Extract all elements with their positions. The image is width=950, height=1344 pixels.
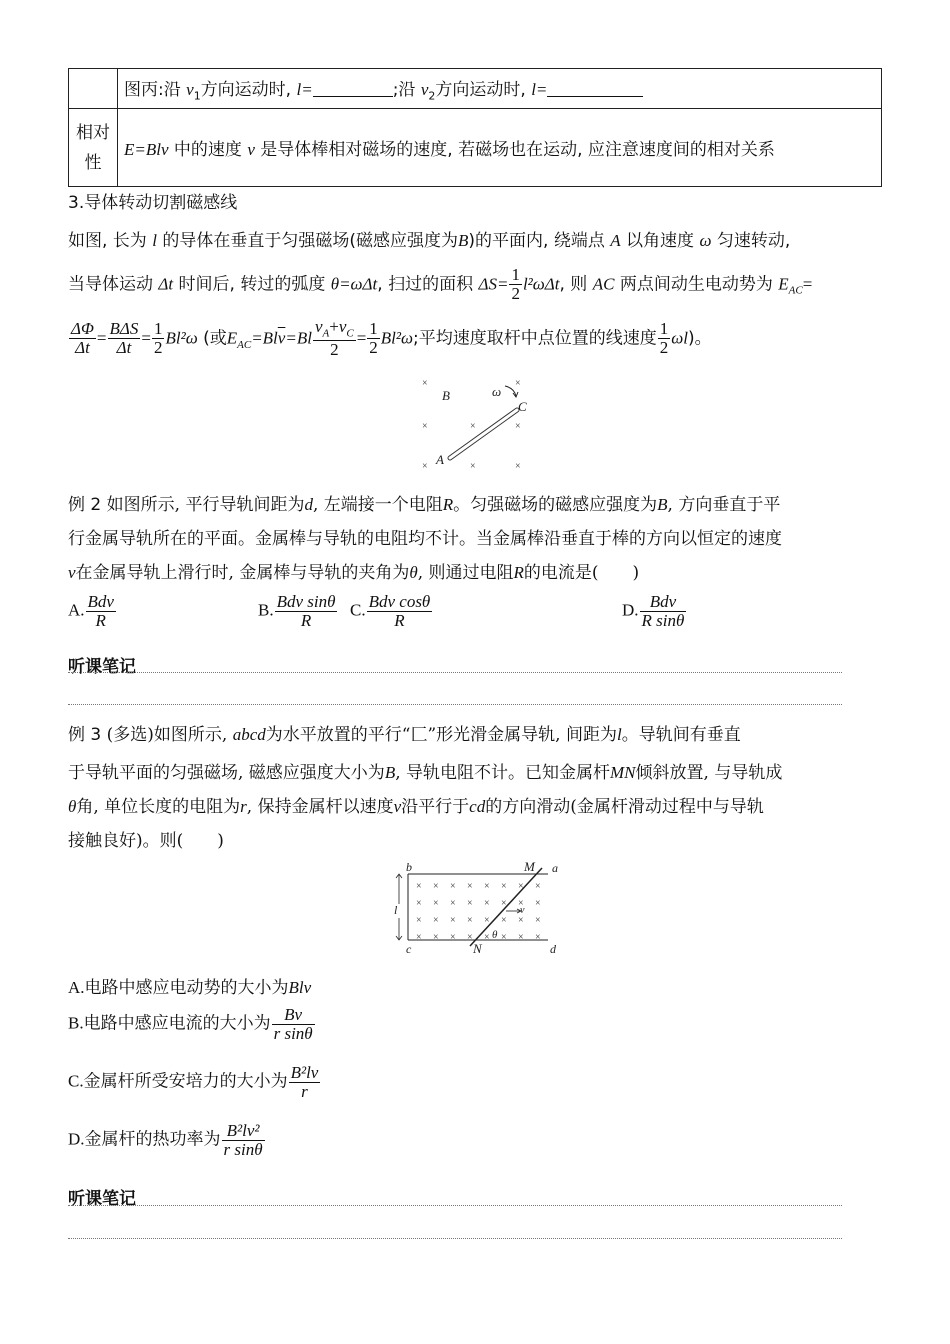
frac-den: R	[95, 610, 106, 630]
section3-paragraph-line	[68, 226, 790, 251]
var-theta: θ	[68, 797, 77, 816]
summary-table	[68, 68, 882, 187]
var-dt: Δt	[158, 274, 174, 294]
frac-num: 1	[511, 265, 520, 284]
formula: ωl	[671, 328, 688, 348]
var-E: E	[778, 274, 789, 294]
text: 两点间动生电动势为	[619, 274, 773, 295]
label-b: b	[406, 860, 412, 874]
field-cross: ×	[518, 898, 524, 909]
var-v2: v	[420, 79, 429, 99]
field-cross: ×	[484, 932, 490, 943]
frac-den: 2	[330, 339, 339, 359]
option-fraction	[275, 593, 338, 630]
option-fraction	[86, 593, 116, 630]
row2-text: 中的速度	[173, 140, 242, 160]
field-cross: ×	[518, 932, 524, 943]
option-text: A.电路中感应电动势的大小为	[68, 978, 289, 997]
option-c[interactable]	[350, 593, 433, 630]
field-cross: ×	[484, 881, 490, 892]
text: 于导轨平面的匀强磁场, 磁感应强度大小为	[68, 763, 385, 783]
fraction-half	[152, 320, 165, 357]
notes-heading: 听课笔记	[68, 657, 136, 677]
text: (或	[197, 328, 227, 349]
var-E: E	[226, 328, 238, 348]
field-cross: ×	[467, 898, 473, 909]
var-v-bar: $\overline{v}$	[277, 328, 286, 348]
text: , 左端接一个电阻	[312, 495, 443, 515]
text: 的电流是( )	[523, 563, 640, 583]
frac-num: 1	[369, 319, 378, 339]
label-C: C	[518, 399, 527, 414]
option-a[interactable]	[68, 973, 311, 998]
option-label: B.	[258, 600, 274, 620]
var-l: l	[616, 725, 622, 744]
text: 当导体运动	[68, 274, 153, 295]
var-r: r	[240, 797, 247, 816]
var-omega: ω	[699, 231, 712, 250]
var-l: l	[152, 231, 157, 250]
notes-dotted-line[interactable]	[68, 704, 842, 705]
field-cross: ×	[416, 915, 422, 926]
frac-num: 1	[659, 319, 669, 339]
text: , 方向垂直于平	[667, 495, 781, 515]
frac-den: 2	[153, 337, 163, 357]
label-omega: ω	[492, 384, 502, 399]
formula: Bl²ω	[165, 328, 198, 348]
frac-num: Bdv cosθ	[368, 592, 431, 611]
notes-dotted-line[interactable]	[68, 1205, 842, 1206]
var-A: A	[610, 231, 621, 250]
text: , 保持金属杆以速度	[246, 797, 394, 817]
var-MN: MN	[610, 763, 636, 782]
label-c: c	[406, 942, 412, 956]
field-cross: ×	[484, 898, 490, 909]
frac-den: Δt	[116, 337, 132, 357]
fraction-dphi-dt	[69, 320, 96, 357]
field-cross: ×	[467, 881, 473, 892]
frac-den: 2	[659, 337, 669, 357]
option-b[interactable]	[68, 1006, 316, 1043]
field-cross: ×	[450, 915, 456, 926]
text: 。导轨间有垂直	[621, 725, 741, 745]
formula: =Bl	[251, 328, 278, 348]
frac-den: r sinθ	[273, 1023, 313, 1043]
text: 如图所示, 平行导轨间距为	[106, 495, 305, 515]
field-cross: ×	[467, 915, 473, 926]
frac-den: R sinθ	[641, 610, 685, 630]
text: (多选)如图所示,	[106, 725, 228, 745]
table-cell-empty	[69, 69, 118, 109]
fraction-half	[509, 266, 522, 303]
equals: =	[356, 328, 367, 348]
row1-text: 方向运动时,	[435, 79, 526, 100]
field-cross: ×	[433, 932, 439, 943]
header-line: 性	[84, 152, 102, 173]
row1-text: 方向运动时,	[200, 79, 292, 100]
field-cross: ×	[416, 881, 422, 892]
field-cross: ×	[416, 932, 422, 943]
notes-dotted-line[interactable]	[68, 672, 842, 673]
formula-theta: θ=ωΔt	[330, 274, 378, 294]
example3-line	[68, 792, 764, 817]
field-cross: ×	[422, 461, 428, 472]
field-cross: ×	[518, 881, 524, 892]
var-theta: θ	[409, 563, 418, 582]
frac-num: 1	[153, 319, 163, 339]
field-cross: ×	[518, 915, 524, 926]
field-cross: ×	[422, 378, 428, 389]
option-c[interactable]	[68, 1064, 321, 1101]
label-a: a	[552, 861, 558, 875]
var-AC: AC	[592, 274, 615, 294]
field-cross: ×	[433, 898, 439, 909]
option-text: D.金属杆的热功率为	[68, 1129, 221, 1149]
var-l: l=	[296, 79, 313, 99]
text: 角, 单位长度的电阻为	[76, 797, 241, 817]
text: 沿平行于	[401, 797, 470, 817]
var-v: v	[247, 140, 255, 159]
field-cross: ×	[422, 421, 428, 432]
sub: A	[322, 327, 330, 340]
fraction-bds-dt	[108, 320, 141, 357]
var-E-sub: AC	[788, 284, 803, 297]
option-label: A.	[68, 600, 85, 620]
header-line: 相对	[76, 122, 110, 143]
option-label: D.	[622, 600, 639, 620]
field-cross: ×	[535, 898, 541, 909]
field-cross: ×	[416, 898, 422, 909]
text: , 扫过的面积	[377, 274, 474, 295]
option-text: C.金属杆所受安培力的大小为	[68, 1071, 288, 1091]
option-text: B.电路中感应电流的大小为	[68, 1013, 271, 1033]
label-M: M	[524, 859, 535, 874]
label-B: B	[442, 388, 450, 403]
field-cross: ×	[470, 421, 476, 432]
var-v: v	[68, 563, 76, 582]
label-l: l	[394, 903, 398, 917]
table-cell-relativity	[118, 109, 882, 187]
option-fraction	[272, 1006, 315, 1043]
label-theta: θ	[492, 929, 498, 941]
sub: C	[346, 327, 354, 340]
label-A: A	[436, 452, 444, 467]
formula-dS: ΔS=	[478, 274, 509, 294]
option-fraction	[289, 1064, 321, 1101]
option-d[interactable]	[622, 593, 687, 630]
example3-line	[68, 758, 782, 783]
rotating-rod-figure	[410, 374, 540, 474]
option-fraction	[640, 593, 687, 630]
equals: =	[802, 274, 813, 294]
field-cross: ×	[515, 461, 521, 472]
text: 匀速转动,	[716, 231, 791, 251]
example2-line: 行金属导轨所在的平面。金属棒与导轨的电阻均不计。当金属棒沿垂直于棒的方向以恒定的速度	[68, 529, 782, 549]
var-B: B	[384, 763, 396, 782]
text: ;平均速度取杆中点位置的线速度	[413, 328, 657, 349]
var-l: l=	[531, 79, 548, 99]
field-cross: ×	[484, 915, 490, 926]
text: 。匀强磁场的磁感应强度为	[453, 495, 658, 515]
field-cross: ×	[535, 915, 541, 926]
section-title: 3.导体转动切割磁感线	[68, 193, 238, 213]
row2-text: 是导体棒相对磁场的速度, 若磁场也在运动, 应注意速度间的相对关系	[260, 140, 775, 160]
text: 的方向滑动(金属杆滑动过程中与导轨	[485, 797, 764, 817]
text: 时间后, 转过的弧度	[178, 274, 326, 295]
fraction-avg-velocity	[313, 318, 356, 359]
frac-num: Bdv sinθ	[276, 592, 336, 611]
frac-num: Bdv	[87, 592, 114, 611]
text: 以角速度	[626, 231, 695, 251]
var-v: v	[393, 797, 402, 816]
text: 倾斜放置, 与导轨成	[635, 763, 783, 783]
field-cross: ×	[501, 932, 507, 943]
field-cross: ×	[433, 881, 439, 892]
row1-text: 图丙:沿	[124, 79, 181, 100]
row1-text: ;沿	[392, 79, 416, 100]
option-label: C.	[350, 600, 366, 620]
var-abcd: abcd	[232, 725, 266, 744]
formula: Bl²ω	[380, 328, 414, 348]
section3-formula-line	[68, 318, 712, 359]
frac-den: r sinθ	[223, 1139, 263, 1159]
var-R: R	[513, 563, 524, 582]
frac-den: 2	[369, 337, 378, 357]
plus: +	[329, 317, 339, 336]
label-N: N	[473, 941, 482, 956]
label-d: d	[550, 942, 556, 956]
option-b[interactable]	[258, 593, 338, 630]
var-v1-sub: 1	[193, 89, 201, 103]
table-row	[69, 69, 882, 109]
option-d[interactable]	[68, 1122, 266, 1159]
table-cell-fig-c	[118, 69, 882, 109]
frac-den: Δt	[75, 337, 90, 357]
option-fraction	[367, 593, 433, 630]
field-cross: ×	[450, 898, 456, 909]
var-B: B	[458, 231, 469, 250]
notes-heading: 听课笔记	[68, 1189, 136, 1209]
formula-area: l²ωΔt	[522, 274, 560, 294]
example3-line	[68, 720, 741, 745]
frac-num: ΔΦ	[71, 319, 94, 339]
frac-den: R	[300, 610, 312, 630]
option-expr: Blv	[288, 978, 312, 997]
notes-dotted-line[interactable]	[68, 1238, 842, 1239]
field-cross: ×	[467, 932, 473, 943]
frac-num: Bdv	[640, 593, 687, 612]
var-vA: v	[314, 317, 323, 336]
fraction-half	[658, 320, 671, 357]
frac-num	[313, 318, 356, 341]
fraction-half	[367, 320, 380, 357]
text: 为水平放置的平行“匚”形光滑金属导轨, 间距为	[265, 725, 617, 745]
example-label: 例 2	[68, 495, 102, 515]
field-cross: ×	[515, 378, 521, 389]
label-v: v	[520, 905, 525, 916]
equals: =	[141, 328, 151, 348]
example2-line	[68, 558, 639, 583]
text: )。	[687, 328, 712, 349]
text: , 则	[559, 274, 588, 295]
frac-num: BΔS	[109, 319, 139, 339]
field-cross: ×	[501, 898, 507, 909]
table-header-relativity	[69, 109, 118, 187]
frac-den: 2	[511, 283, 520, 303]
var-B: B	[657, 495, 668, 514]
field-cross: ×	[433, 915, 439, 926]
var-v1: v	[186, 79, 194, 99]
frac-num: B²lv	[290, 1063, 319, 1082]
section3-paragraph-line	[68, 266, 812, 303]
option-fraction	[222, 1122, 265, 1159]
var-R: R	[442, 495, 454, 514]
frac-num: B²lv²	[222, 1122, 265, 1141]
frac-num: Bv	[272, 1006, 315, 1025]
formula: =Bl	[285, 328, 312, 348]
field-cross: ×	[470, 461, 476, 472]
text: 在金属导轨上滑行时, 金属棒与导轨的夹角为	[75, 563, 410, 583]
rails-figure	[390, 858, 570, 958]
var-d: d	[304, 495, 313, 514]
text: 的导体在垂直于匀强磁场(磁感应强度为	[162, 231, 458, 251]
answer-blank[interactable]	[313, 81, 393, 97]
field-cross: ×	[450, 881, 456, 892]
field-cross: ×	[501, 881, 507, 892]
example3-line: 接触良好)。则( )	[68, 831, 224, 851]
var-v2-sub: 2	[428, 89, 436, 103]
field-cross: ×	[501, 915, 507, 926]
text: , 则通过电阻	[417, 563, 514, 583]
rod-inner	[450, 410, 517, 458]
text: )的平面内, 绕端点	[468, 231, 605, 251]
field-cross: ×	[535, 881, 541, 892]
var-E-sub: AC	[237, 338, 252, 351]
equals: =	[96, 328, 107, 348]
field-cross: ×	[515, 421, 521, 432]
frac-den: r	[301, 1081, 308, 1101]
text: , 导轨电阻不计。已知金属杆	[395, 763, 611, 783]
field-cross: ×	[450, 932, 456, 943]
var-vC: v	[338, 317, 347, 336]
formula-E: E=Blv	[124, 140, 169, 159]
var-cd: cd	[469, 797, 486, 816]
option-a[interactable]	[68, 593, 117, 630]
example2-line	[68, 490, 780, 515]
text: 如图, 长为	[68, 231, 147, 251]
example-label: 例 3	[68, 725, 102, 745]
answer-blank[interactable]	[547, 81, 643, 97]
frac-den: R	[394, 610, 405, 630]
table-row	[69, 109, 882, 187]
field-cross: ×	[535, 932, 541, 943]
